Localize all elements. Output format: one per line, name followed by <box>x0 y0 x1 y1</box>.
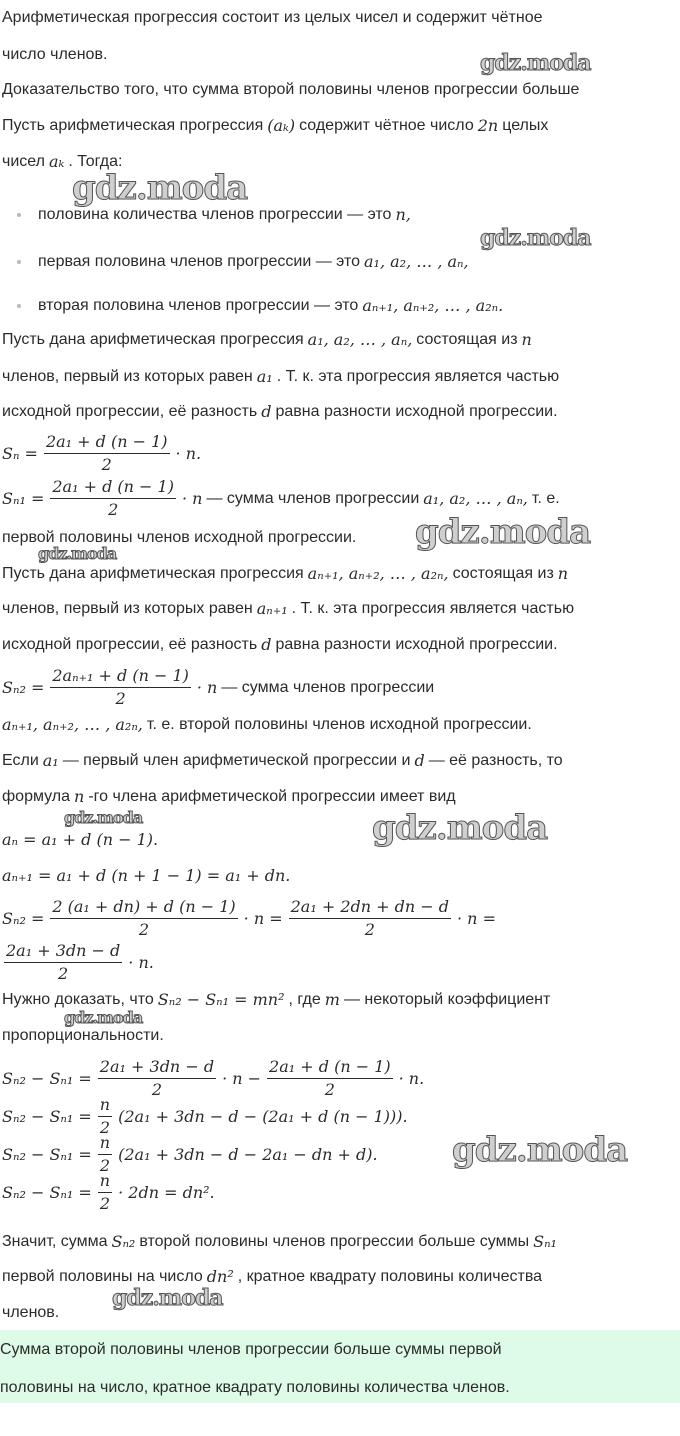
text: состоящая из <box>416 331 518 348</box>
text-line <box>0 715 534 735</box>
text-line <box>0 8 545 28</box>
math-expression: a₁, a₂, … , aₙ, <box>307 330 413 349</box>
math-expression: Sₙ₂ − Sₙ₁ = <box>2 1068 92 1088</box>
text-line <box>0 990 552 1010</box>
math-expression: Sₙ₂ − Sₙ₁ = <box>2 1106 92 1126</box>
math-expression: d <box>414 751 425 770</box>
math-expression: n <box>557 564 569 583</box>
text-line <box>0 1303 61 1323</box>
answer-line-2: половины на число, кратное квадрату половины количества членов. <box>0 1379 510 1396</box>
math-expression: · n <box>196 677 218 697</box>
text-line <box>0 1026 166 1046</box>
math-expression: a₁, a₂, … , aₙ, <box>364 252 469 271</box>
fraction-numerator: 2a₁ + 2dn + dn − d <box>289 896 451 919</box>
math-expression: aₙ₊₁, aₙ₊₂, … , a₂ₙ, <box>2 715 143 734</box>
math-expression: (2a₁ + 3dn − d − 2a₁ − dn + d). <box>118 1144 378 1164</box>
text: — первый член арифметической прогрессии и <box>62 752 411 769</box>
math-expression: dn² <box>206 1267 234 1286</box>
text-line <box>0 116 550 136</box>
text-line <box>0 599 576 619</box>
fraction-denominator: 2 <box>108 500 119 519</box>
bullet-item <box>36 252 471 272</box>
text-line <box>0 830 160 850</box>
math-expression: aₙ₊₁ = a₁ + d (n + 1 − 1) = a₁ + dn. <box>2 866 291 885</box>
text: чисел <box>2 153 45 170</box>
text-line <box>0 1232 559 1252</box>
math-expression: m <box>324 990 340 1009</box>
text: первой половины членов исходной прогрессии. <box>2 529 357 546</box>
math-fraction <box>50 476 176 521</box>
bullet-dot-icon <box>17 213 21 217</box>
text: пропорциональности. <box>2 1027 164 1044</box>
text-line <box>0 635 560 655</box>
math-expression: n, <box>395 205 411 224</box>
text-line <box>0 80 581 100</box>
text-line <box>0 45 109 65</box>
math-expression: · n. <box>175 443 202 463</box>
fraction-denominator: 2 <box>99 1194 111 1213</box>
answer-line-1: Сумма второй половины членов прогрессии больше суммы первой <box>0 1341 502 1358</box>
bullet-item <box>36 205 413 225</box>
math-expression: Sₙ₂ = <box>2 908 45 928</box>
text-line <box>0 367 561 387</box>
math-fraction <box>50 665 191 710</box>
bullet-dot-icon <box>17 304 21 308</box>
text: — сумма членов прогрессии <box>206 489 420 507</box>
watermark: gdz.moda <box>480 225 591 251</box>
math-expression: Sₙ₂ − Sₙ₁ = mn² <box>157 990 285 1009</box>
fraction-numerator: 2a₁ + d (n − 1) <box>50 476 176 499</box>
text: равна разности исходной прогрессии. <box>275 403 558 420</box>
math-expression: · n = <box>243 908 283 928</box>
text: , где <box>288 991 321 1008</box>
math-expression: (aₖ) <box>267 116 296 135</box>
math-expression: n <box>521 330 532 349</box>
fraction-denominator: 2 <box>151 1080 163 1099</box>
watermark: gdz.moda <box>38 544 117 563</box>
watermark: gdz.moda <box>72 168 248 208</box>
text: Доказательство того, что сумма второй половины членов прогрессии больше <box>2 81 580 98</box>
math-expression: · 2dn = dn². <box>118 1182 215 1202</box>
watermark: gdz.moda <box>112 1285 223 1311</box>
fraction-numerator: 2 (a₁ + dn) + d (n − 1) <box>50 896 237 919</box>
watermark: gdz.moda <box>415 512 591 552</box>
fraction-denominator: 2 <box>364 920 375 939</box>
text: Пусть дана арифметическая прогрессия <box>2 565 304 582</box>
math-fraction <box>289 896 451 941</box>
fraction-denominator: 2 <box>99 1118 111 1137</box>
math-expression: aₙ₊₁, aₙ₊₂, … , a₂ₙ, <box>307 564 449 583</box>
math-expression: 2n <box>477 116 499 135</box>
text-line <box>0 431 203 476</box>
text: Арифметическая прогрессия состоит из целых чисел и содержит чётное <box>2 9 543 26</box>
text: исходной прогрессии, её разность <box>2 636 258 653</box>
text: членов, первый из которых равен <box>2 368 253 385</box>
text-line <box>0 402 560 422</box>
text: членов. <box>2 1304 60 1321</box>
math-expression: aₙ = a₁ + d (n − 1). <box>2 830 159 849</box>
text: исходной прогрессии, её разность <box>2 403 258 420</box>
text: — сумма членов прогрессии <box>221 678 435 696</box>
math-fraction <box>50 896 237 941</box>
fraction-numerator: n <box>98 1170 112 1193</box>
fraction-denominator: 2 <box>101 455 112 474</box>
math-expression: a₁ <box>42 751 59 770</box>
fraction-numerator: 2a₁ + 3dn − d <box>4 940 122 963</box>
text: второй половины членов прогрессии больше суммы <box>139 1233 530 1250</box>
text: членов, первый из которых равен <box>2 600 253 617</box>
fraction-denominator: 2 <box>99 1156 111 1175</box>
fraction-numerator: 2a₁ + d (n − 1) <box>267 1056 393 1079</box>
watermark: gdz.moda <box>64 808 143 827</box>
math-expression: · n <box>181 488 203 508</box>
math-expression: Sₙ₂ = <box>2 677 45 697</box>
text: — её разность, то <box>428 752 563 769</box>
fraction-denominator: 2 <box>58 964 69 983</box>
fraction-numerator: 2a₁ + d (n − 1) <box>44 431 170 454</box>
text-line <box>0 896 498 941</box>
text: вторая половина членов прогрессии — это <box>38 297 359 314</box>
text: содержит чётное число <box>299 117 474 134</box>
text-line <box>0 940 156 985</box>
math-expression: Sₙ₂ <box>111 1232 136 1251</box>
fraction-numerator: 2aₙ₊₁ + d (n − 1) <box>50 665 191 688</box>
math-fraction <box>44 431 170 476</box>
text: Нужно доказать, что <box>2 991 154 1008</box>
text: . Т. к. эта прогрессия является частью <box>276 368 560 385</box>
text-line <box>0 1267 544 1287</box>
text: Пусть арифметическая прогрессия <box>2 117 264 134</box>
text: целых <box>502 117 549 134</box>
fraction-numerator: 2a₁ + 3dn − d <box>98 1056 216 1079</box>
text-line <box>0 866 292 886</box>
text: состоящая из <box>452 565 554 582</box>
math-expression: · n. <box>398 1068 425 1088</box>
text: равна разности исходной прогрессии. <box>275 636 558 653</box>
text: . Тогда: <box>68 153 123 170</box>
text: формула <box>2 788 71 805</box>
text: т. е. второй половины членов исходной прогрессии. <box>146 716 532 733</box>
text: Значит, сумма <box>2 1233 108 1250</box>
fraction-denominator: 2 <box>324 1080 335 1099</box>
math-expression: · n − <box>222 1068 262 1088</box>
text: первой половины на число <box>2 1268 203 1285</box>
text-line <box>0 787 458 807</box>
fraction-numerator: n <box>98 1132 112 1155</box>
text: половина количества членов прогрессии — это <box>38 206 392 223</box>
text: . Т. к. эта прогрессия является частью <box>291 600 575 617</box>
math-expression: Sₙ₁ = <box>2 488 45 508</box>
math-expression: (2a₁ + 3dn − d − (2a₁ + d (n − 1))). <box>118 1106 408 1126</box>
math-expression: d <box>261 402 272 421</box>
math-expression: a₁, a₂, … , aₙ, <box>423 488 528 508</box>
bullet-dot-icon <box>17 260 21 264</box>
math-expression: aₖ <box>48 152 65 171</box>
text: -го члена арифметической прогрессии имеет вид <box>88 788 456 805</box>
text-line <box>0 1170 217 1215</box>
math-expression: Sₙ₂ − Sₙ₁ = <box>2 1144 92 1164</box>
watermark: gdz.moda <box>480 50 591 76</box>
text-line <box>0 665 436 710</box>
math-expression: Sₙ₂ − Sₙ₁ = <box>2 1182 92 1202</box>
text: Если <box>2 752 39 769</box>
text: т. е. <box>531 489 560 507</box>
text: , кратное квадрату половины количества <box>237 1268 543 1285</box>
math-expression: n <box>74 787 85 806</box>
math-expression: aₙ₊₁, aₙ₊₂, … , a₂ₙ. <box>362 296 504 315</box>
math-expression: Sₙ = <box>2 443 38 463</box>
bullet-item <box>36 296 505 316</box>
fraction-denominator: 2 <box>115 689 126 708</box>
fraction-numerator: n <box>98 1094 112 1117</box>
watermark: gdz.moda <box>64 1008 143 1027</box>
fraction-denominator: 2 <box>138 920 150 939</box>
math-fraction <box>98 1170 112 1215</box>
text: число членов. <box>2 46 108 63</box>
math-fraction <box>4 940 122 985</box>
math-expression: aₙ₊₁ <box>256 599 288 618</box>
text-line <box>0 330 534 350</box>
text-line <box>0 564 570 584</box>
text: — некоторый коэффициент <box>343 991 551 1008</box>
math-expression: · n. <box>128 952 154 972</box>
math-expression: Sₙ₁ <box>533 1232 557 1251</box>
math-expression: d <box>261 635 272 654</box>
text-line <box>0 751 565 771</box>
text: Пусть дана арифметическая прогрессия <box>2 331 304 348</box>
text: первая половина членов прогрессии — это <box>38 253 360 270</box>
watermark: gdz.moda <box>372 808 548 848</box>
watermark: gdz.moda <box>452 1130 628 1170</box>
math-expression: a₁ <box>256 367 273 386</box>
math-expression: · n = <box>457 908 496 928</box>
